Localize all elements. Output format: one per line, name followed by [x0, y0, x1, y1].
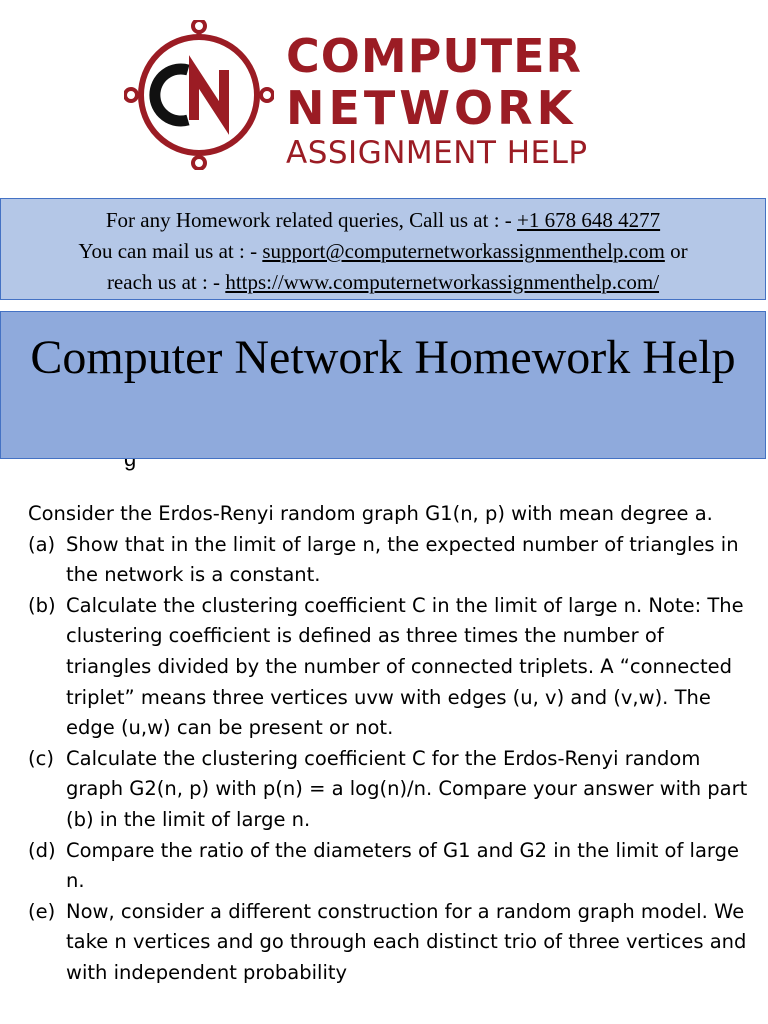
contact-phone-line: For any Homework related queries, Call us at : - +1 678 648 4277 [105, 208, 661, 232]
problem-statement [28, 499, 748, 989]
question-list [28, 530, 748, 989]
question-text: Calculate the clustering coefficient C in the limit of large n. Note: The clustering coefficient is defined as three times the number of triangles divided by the number of connected triplets. A “connected triplet” means three vertices uvw with edges (u, v) and (v,w). The edge (u,w) can be present or not. [66, 593, 744, 740]
question-label: (c) [28, 746, 54, 770]
question-item [28, 591, 748, 744]
question-text: Now, consider a different construction for a random graph model. We take n vertices and go through each distinct trio of three vertices and with independent probability [66, 899, 747, 984]
page-title: Computer Network Homework Help [0, 311, 766, 459]
question-text: Compare the ratio of the diameters of G1 and G2 in the limit of large n. [66, 838, 739, 893]
brand-wordmark [286, 30, 626, 172]
question-item [28, 530, 748, 591]
brand-line-assignment-help: ASSIGNMENT HELP [286, 135, 588, 171]
phone-link[interactable]: +1 678 648 4277 [517, 208, 661, 232]
question-label: (b) [28, 593, 56, 617]
question-text: Show that in the limit of large n, the expected number of triangles in the network is a constant. [66, 532, 739, 587]
brand-line-network: NETWORK [286, 81, 577, 135]
brand-line-computer: COMPUTER [286, 29, 582, 83]
question-label: (d) [28, 838, 56, 862]
network-circle-logo-icon [124, 20, 274, 170]
contact-info-box [0, 198, 766, 300]
question-label: (e) [28, 899, 56, 923]
brand-logo [124, 20, 624, 170]
question-text: Calculate the clustering coefficient C for the Erdos-Renyi random graph G2(n, p) with p(n) = a log(n)/n. Compare your answer with part (b) in the limit of large n. [66, 746, 748, 831]
contact-website-line: reach us at : - https://www.computernetworkassignmenthelp.com/ [106, 270, 660, 294]
contact-email-line: You can mail us at : - support@computernetworkassignmenthelp.com or [78, 239, 688, 263]
question-item [28, 897, 748, 989]
question-label: (a) [28, 532, 56, 556]
question-item [28, 744, 748, 836]
website-link[interactable]: https://www.computernetworkassignmenthelp.com/ [225, 270, 660, 294]
problem-intro: Consider the Erdos-Renyi random graph G1(n, p) with mean degree a. [28, 502, 713, 525]
question-item [28, 836, 748, 897]
email-link[interactable]: support@computernetworkassignmenthelp.com [262, 239, 665, 263]
